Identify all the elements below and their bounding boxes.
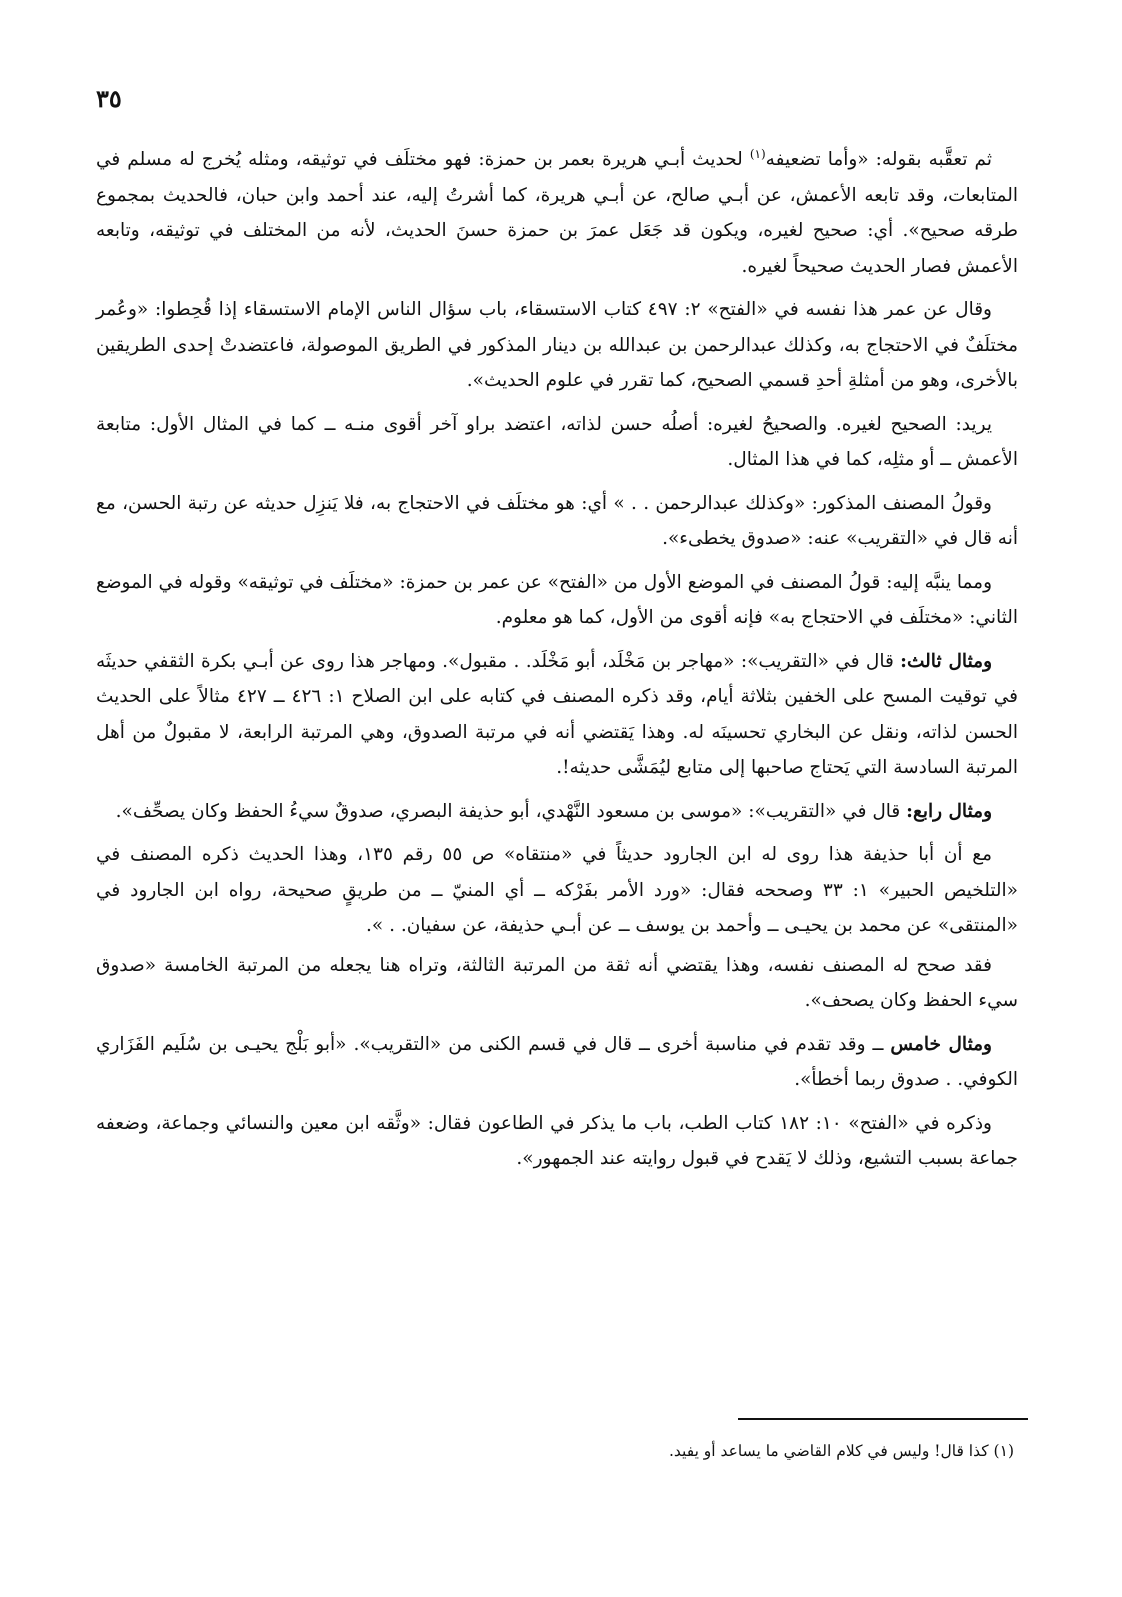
paragraph-11 — [96, 1106, 1018, 1177]
paragraph-8 — [96, 837, 1018, 944]
example-heading: ومثال رابع: — [906, 800, 992, 822]
paragraph-4 — [96, 486, 1018, 557]
paragraph-text: ومما ينبَّه إليه: قولُ المصنف في الموضع الأول من «الفتح» عن عمر بن حمزة: «مختلَف في توثيقه» وقوله في الموضع الثاني: «مختلَف في الاحتجاج به» فإنه أقوى من الأول، كما هو معلوم. — [96, 571, 1018, 628]
main-text — [96, 142, 1018, 1185]
paragraph-5 — [96, 565, 1018, 636]
paragraph-text: ــ وقد تقدم في مناسبة أخرى ــ قال في قسم الكنى من «التقريب». «أبو بَلْج يحيـى بن سُلَيم الفَزَاري الكوفي. . صدوق ربما أخطأ». — [96, 1033, 1018, 1090]
paragraph-text: قال في «التقريب»: «مهاجر بن مَخْلَد، أبو مَخْلَد. . مقبول». ومهاجر هذا روى عن أبـي بكرة الثقفي حديثَه في توقيت المسح على الخفين بثلاثة أيام، وقد ذكره المصنف في كتابه على ابن الصلاح ١: ٤٢٦ ــ ٤٢٧ مثالاً على الحديث الحسن لذاته، ونقل عن البخاري تحسينَه له. وهذا يَقتضي أنه في مرتبة الصدوق، وهي المرتبة الرابعة، لا مقبولٌ من أهل المرتبة السادسة التي يَحتاج صاحبها إلى متابع ليُمَشَّى حديثه!. — [96, 650, 1018, 778]
paragraph-7 — [96, 794, 1018, 830]
paragraph-text: وذكره في «الفتح» ١٠: ١٨٢ كتاب الطب، باب ما يذكر في الطاعون فقال: «وثَّقه ابن معين والنسائي وجماعة، وضعفه جماعة بسبب التشيع، وذلك لا يَقدح في قبول روايته عند الجمهور». — [96, 1112, 1018, 1169]
paragraph-3 — [96, 407, 1018, 478]
paragraph-text: فقد صحح له المصنف نفسه، وهذا يقتضي أنه ثقة من المرتبة الثالثة، وتراه هنا يجعله من المرتبة الخامسة «صدوق سيء الحفظ وكان يصحف». — [96, 954, 1018, 1011]
paragraph-text: وقال عن عمر هذا نفسه في «الفتح» ٢: ٤٩٧ كتاب الاستسقاء، باب سؤال الناس الإمام الاستسقاء إذا قُحِطوا: «وعُمر مختلَفٌ في الاحتجاج به، وكذلك عبدالرحمن بن عبدالله بن دينار المذكور في الطريق الموصولة، فاعتضدتْ إحدى الطريقين بالأخرى، وهو من أمثلةِ أحدِ قسمي الصحيح، كما تقرر في علوم الحديث». — [96, 299, 1018, 391]
example-heading: ومثال خامس — [890, 1033, 992, 1055]
paragraph-text: مع أن أبا حذيفة هذا روى له ابن الجارود حديثاً في «منتقاه» ص ٥٥ رقم ١٣٥، وهذا الحديث ذكره المصنف في «التلخيص الحبير» ١: ٣٣ وصححه فقال: «ورد الأمر بفَرْكه ــ أي المنيّ ــ من طريقٍ صحيحة، رواه ابن الجارود في «المنتقى» عن محمد بن يحيـى ــ وأحمد بن يوسف ــ عن أبـي حذيفة، عن سفيان. . ». — [96, 844, 1018, 936]
paragraph-2 — [96, 292, 1018, 399]
footnote-mark: (١) — [993, 1442, 1014, 1460]
paragraph-text: لحديث أبـي هريرة بعمر بن حمزة: فهو مختلَف في توثيقه، ومثله يُخرج له مسلم في المتابعات، وقد تابعه الأعمش، عن أبـي صالح، عن أبـي هريرة، كما أشرتُ إليه، عند أحمد وابن حبان، فالحديث بمجموع طرقه صحيح». أي: صحيح لغيره، ويكون قد جَعَل عمرَ بن حمزة حسنَ الحديث، لأنه من المختلف في توثيقه، وتابعه الأعمش فصار الحديث صحيحاً لغيره. — [96, 149, 1018, 277]
footnote-divider — [738, 1418, 1028, 1420]
paragraph-9 — [96, 948, 1018, 1019]
page-number: ٣٥ — [96, 84, 122, 113]
footnote — [300, 1438, 1014, 1464]
footnote-reference[interactable]: (١) — [749, 146, 766, 161]
example-heading: ومثال ثالث: — [900, 650, 992, 672]
paragraph-text: ثم تعقَّبه بقوله: «وأما تضعيفه — [765, 149, 993, 170]
paragraph-text: قال في «التقريب»: «موسى بن مسعود النَّهْدي، أبو حذيفة البصري، صدوقٌ سيءُ الحفظ وكان يصحِّف». — [115, 800, 907, 822]
footnote-text: كذا قال! وليس في كلام القاضي ما يساعد أو يفيد. — [668, 1442, 989, 1460]
paragraph-10 — [96, 1027, 1018, 1098]
paragraph-1 — [96, 142, 1018, 284]
paragraph-6 — [96, 644, 1018, 786]
paragraph-text: يريد: الصحيح لغيره. والصحيحُ لغيره: أصلُه حسن لذاته، اعتضد براو آخر أقوى منـه ــ كما في المثال الأول: متابعة الأعمش ــ أو مثلِه، كما في هذا المثال. — [96, 413, 1018, 470]
paragraph-text: وقولُ المصنف المذكور: «وكذلك عبدالرحمن . . » أي: هو مختلَف في الاحتجاج به، فلا يَنزِل حديثه عن رتبة الحسن، مع أنه قال في «التقريب» عنه: «صدوق يخطىء». — [96, 492, 1018, 549]
